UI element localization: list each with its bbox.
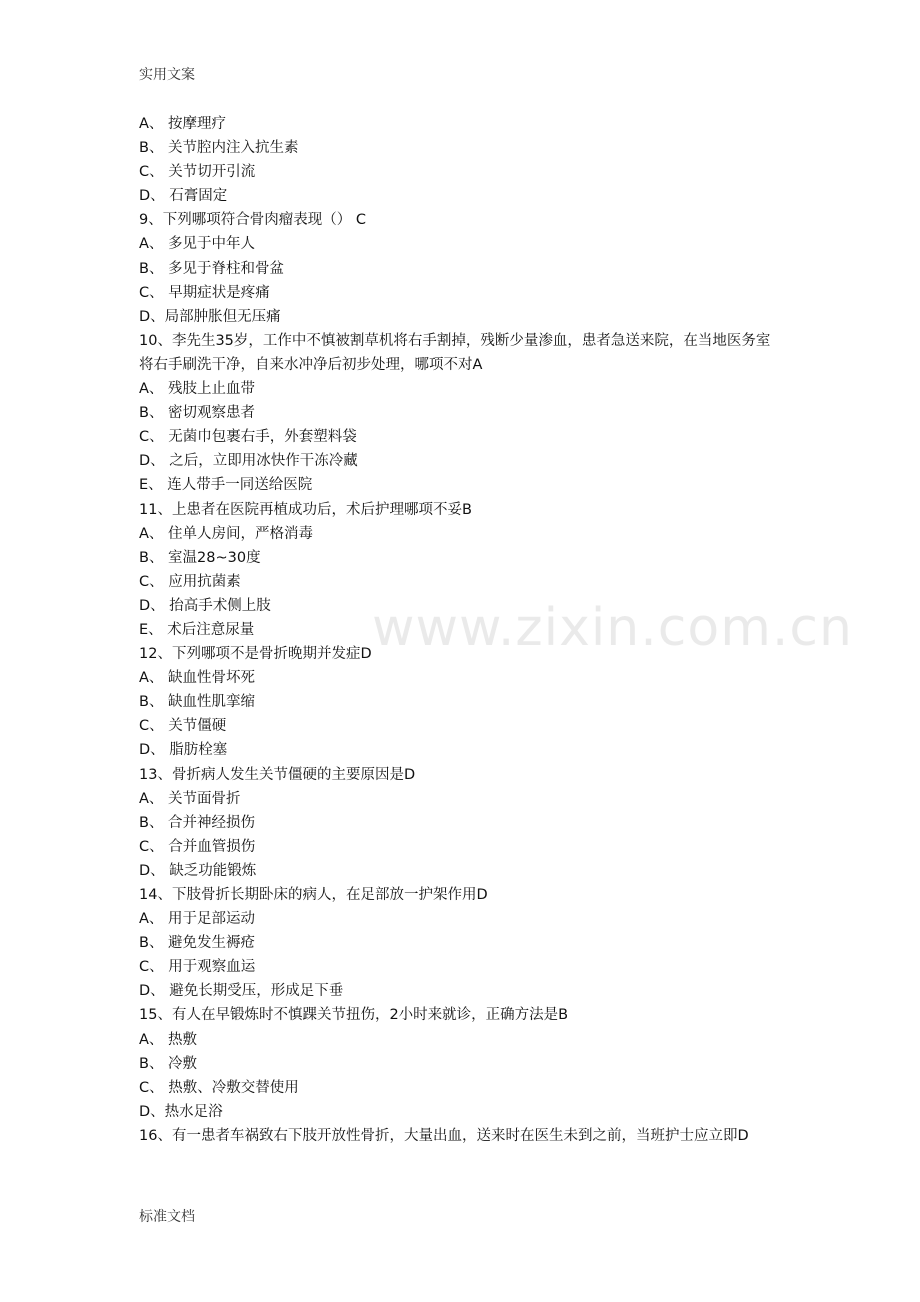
option-line: B、 避免发生褥疮 (139, 935, 256, 952)
option-line: D、 抬高手术侧上肢 (139, 597, 271, 614)
option-line: B、 冷敷 (139, 1055, 198, 1072)
option-line: A、 残肢上止血带 (139, 381, 256, 398)
question-line: 12、下列哪项不是骨折晚期并发症D (139, 646, 372, 663)
option-line: C、 关节僵硬 (139, 718, 227, 735)
question-line: 9、下列哪项符合骨肉瘤表现（） C (139, 212, 366, 229)
option-line: A、 多见于中年人 (139, 236, 256, 253)
option-line: C、 无菌巾包裹右手，外套塑料袋 (139, 429, 357, 446)
option-line: E、 术后注意尿量 (139, 621, 255, 638)
option-line: B、 合并神经损伤 (139, 814, 256, 831)
option-line: A、 热敷 (139, 1031, 198, 1048)
option-line: B、 室温28~30度 (139, 549, 261, 566)
option-line: C、 应用抗菌素 (139, 573, 241, 590)
option-line: D、热水足浴 (139, 1103, 223, 1120)
option-line: A、 缺血性骨坏死 (139, 670, 256, 687)
question-line: 13、骨折病人发生关节僵硬的主要原因是D (139, 766, 416, 783)
watermark: www.zixin.com.cn (372, 598, 853, 658)
option-line: C、 合并血管损伤 (139, 838, 256, 855)
option-line: D、 避免长期受压，形成足下垂 (139, 983, 344, 1000)
option-line: D、 石膏固定 (139, 188, 228, 205)
option-line: E、 连人带手一同送给医院 (139, 477, 313, 494)
page-header: 实用文案 (139, 67, 195, 83)
option-line: A、 按摩理疗 (139, 116, 227, 132)
option-line: B、 缺血性肌挛缩 (139, 694, 256, 711)
option-line: B、 密切观察患者 (139, 405, 256, 422)
option-line: A、 关节面骨折 (139, 790, 241, 807)
option-line: C、 热敷、冷敷交替使用 (139, 1079, 299, 1096)
question-line: 14、下肢骨折长期卧床的病人，在足部放一护架作用D (139, 887, 488, 903)
question-line: 15、有人在早锻炼时不慎踝关节扭伤，2小时来就诊，正确方法是B (139, 1007, 569, 1024)
option-line: A、 住单人房间，严格消毒 (139, 525, 314, 542)
option-line: D、 之后，立即用冰快作干冻冷藏 (139, 453, 358, 470)
document-body (139, 112, 784, 1148)
option-line: C、 关节切开引流 (139, 164, 256, 181)
option-line: D、 缺乏功能锻炼 (139, 862, 257, 879)
page-footer: 标准文档 (139, 1209, 195, 1225)
question-line: 16、有一患者车祸致右下肢开放性骨折，大量出血，送来时在医生未到之前，当班护士应立即D (139, 1127, 749, 1144)
option-line: D、 脂肪栓塞 (139, 742, 228, 759)
option-line: C、 用于观察血运 (139, 959, 256, 976)
option-line: C、 早期症状是疼痛 (139, 284, 270, 301)
option-line: B、 多见于脊柱和骨盆 (139, 260, 285, 277)
question-line: 10、李先生35岁，工作中不慎被割草机将右手割掉，残断少量渗血，患者急送来院，在当地医务室将右手刷洗干净，自来水冲净后初步处理，哪项不对A (139, 332, 771, 373)
question-line: 11、上患者在医院再植成功后，术后护理哪项不妥B (139, 501, 472, 518)
option-line: A、 用于足部运动 (139, 911, 256, 928)
option-line: D、局部肿胀但无压痛 (139, 308, 281, 325)
option-line: B、 关节腔内注入抗生素 (139, 140, 299, 157)
